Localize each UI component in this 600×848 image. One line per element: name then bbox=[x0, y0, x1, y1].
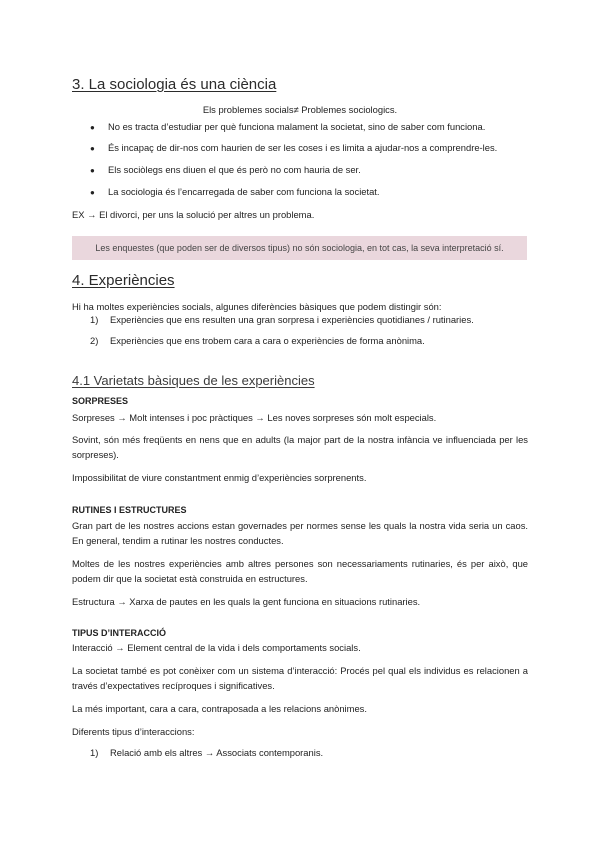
paragraph: La societat també es pot conèixer com un sistema d’interacció: Procés pel qual els individus es relacionen a través d’expectatives recíproques i significatives. bbox=[72, 665, 528, 691]
paragraph: Sorpreses → Molt intenses i poc pràctiques → Les noves sorpreses són molt especials. bbox=[72, 412, 437, 423]
bullet-icon: ● bbox=[90, 123, 95, 132]
bullet-icon: ● bbox=[90, 144, 95, 153]
paragraph: Gran part de les nostres accions estan governades per normes sense les quals la nostra vida seria un caos. En general, tendim a rutinar les nostres conductes. bbox=[72, 520, 528, 546]
section-3-title: 3. La sociologia és una ciència bbox=[72, 76, 277, 93]
bullet-item: ● Els sociòlegs ens diuen el que és però no com hauria de ser. bbox=[90, 164, 361, 175]
numbered-item: 1) Relació amb els altres → Associats contemporanis. bbox=[90, 747, 324, 758]
paragraph: Interacció → Element central de la vida i dels comportaments socials. bbox=[72, 642, 361, 653]
section-4-title: 4. Experiències bbox=[72, 272, 175, 289]
bullet-item: ● És incapaç de dir-nos com haurien de ser les coses i es limita a ajudar-nos a comprendre-les. bbox=[90, 142, 498, 153]
paragraph: Diferents tipus d’interaccions: bbox=[72, 726, 195, 737]
paragraph: Moltes de les nostres experiències amb altres persones son necessariaments rutinaries, és per això, que podem dir que la societat està construida en estructures. bbox=[72, 558, 528, 584]
numbered-item: 2) Experiències que ens trobem cara a cara o experiències de forma anònima. bbox=[90, 335, 425, 346]
paragraph: Impossibilitat de viure constantment enmig d’experiències sorprenents. bbox=[72, 472, 367, 483]
subheading-rutines: RUTINES I ESTRUCTURES bbox=[72, 505, 187, 515]
subheading-sorpreses: SORPRESES bbox=[72, 396, 129, 406]
bullet-item: ● No es tracta d’estudiar per què funciona malament la societat, sino de saber com funciona. bbox=[90, 121, 486, 132]
paragraph: Sovint, són més freqüents en nens que en adults (la major part de la nostra infància ve influenciada per les sorpreses). bbox=[72, 434, 528, 460]
subheading-interaccio: TIPUS D’INTERACCIÓ bbox=[72, 628, 167, 638]
center-line: Els problemes socials≠ Problemes sociologics. bbox=[202, 104, 398, 115]
paragraph: Estructura → Xarxa de pautes en les quals la gent funciona en situacions rutinaries. bbox=[72, 596, 421, 607]
bullet-icon: ● bbox=[90, 188, 95, 197]
section-4-1-title: 4.1 Varietats bàsiques de les experiències bbox=[72, 373, 315, 388]
numbered-item: 1) Experiències que ens resulten una gran sorpresa i experiències quotidianes / rutinaries. bbox=[90, 314, 474, 325]
example-line: EX → El divorci, per uns la solució per altres un problema. bbox=[72, 209, 315, 220]
paragraph: La més important, cara a cara, contraposada a les relacions anònimes. bbox=[72, 703, 367, 714]
bullet-icon: ● bbox=[90, 166, 95, 175]
bullet-item: ● La sociologia és l’encarregada de saber com funciona la societat. bbox=[90, 186, 380, 197]
highlight-note: Les enquestes (que poden ser de diversos tipus) no són sociologia, en tot cas, la seva interpretació sí. bbox=[72, 236, 527, 260]
section-4-intro: Hi ha moltes experiències socials, algunes diferències bàsiques que podem distingir són: bbox=[72, 301, 442, 312]
